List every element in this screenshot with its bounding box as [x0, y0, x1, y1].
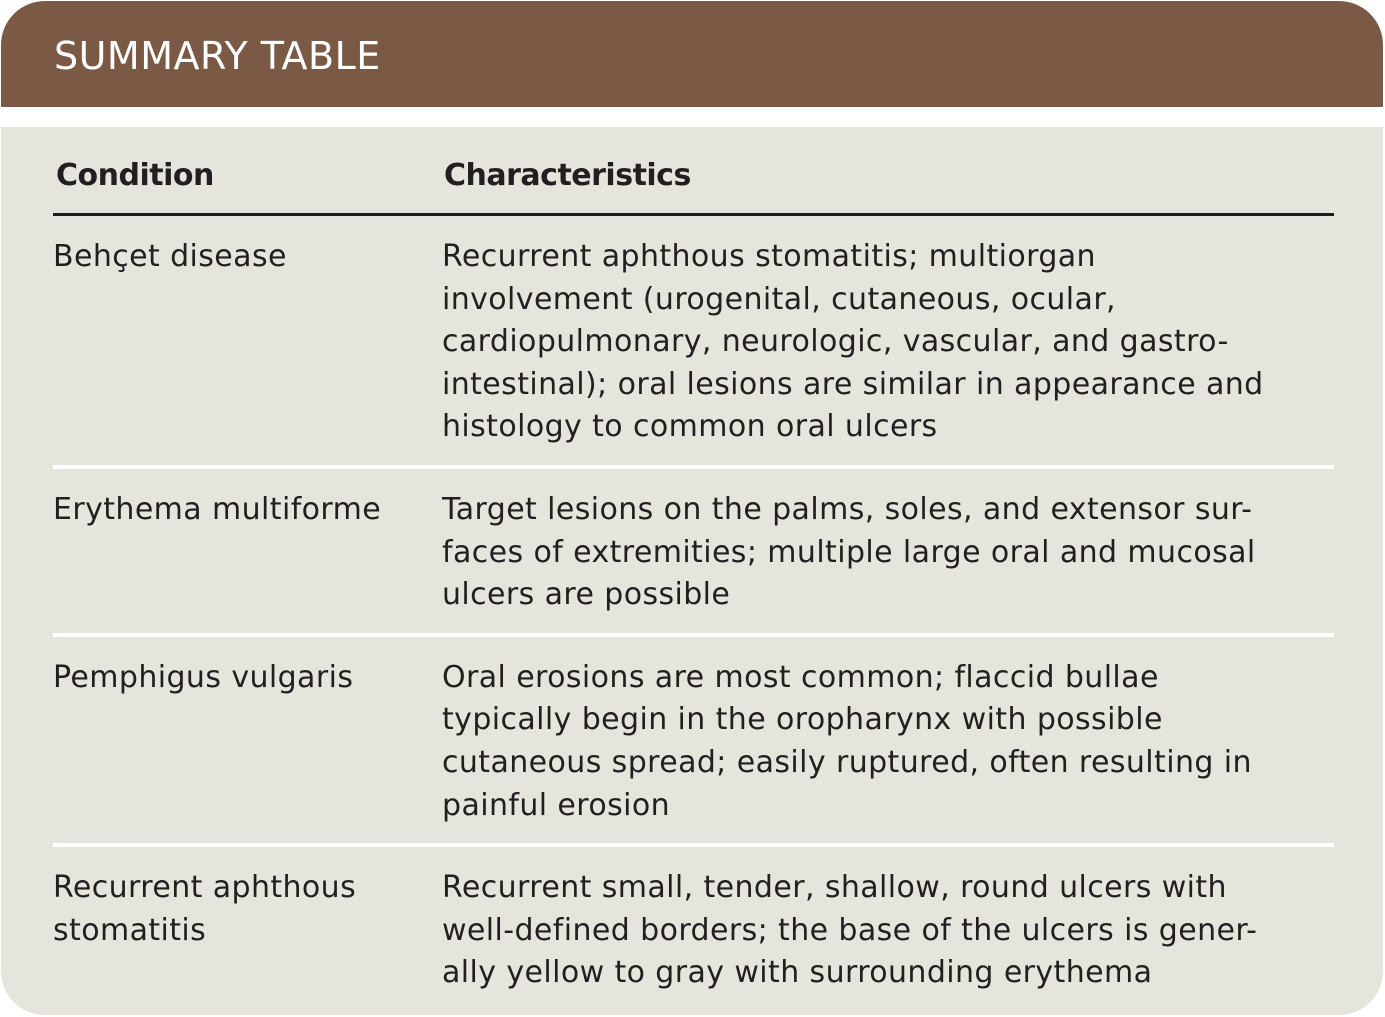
table-title: SUMMARY TABLE: [54, 34, 381, 78]
characteristics-line: typically begin in the oropharynx with possible: [442, 702, 1163, 738]
characteristics-line: ulcers are possible: [442, 577, 731, 613]
condition-text: stomatitis: [53, 912, 207, 948]
characteristics-line: intestinal); oral lesions are similar in appearance and: [442, 366, 1264, 402]
characteristics-line: involvement (urogenital, cutaneous, ocular,: [442, 281, 1116, 317]
characteristics-line: cutaneous spread; easily ruptured, often resulting in: [442, 744, 1252, 780]
characteristics-line: Recurrent small, tender, shallow, round ulcers with: [442, 870, 1227, 906]
condition-cell: [53, 657, 442, 827]
table-row: [53, 216, 1334, 469]
condition-text: Behçet disease: [53, 239, 287, 274]
characteristics-cell: [442, 489, 1334, 617]
table-row: [53, 469, 1334, 637]
characteristics-cell: [442, 657, 1334, 827]
condition-cell: [53, 867, 442, 995]
characteristics-line: painful erosion: [442, 787, 671, 823]
column-header-condition: Condition: [56, 158, 214, 193]
condition-cell: [53, 236, 442, 449]
condition-text: Recurrent aphthous: [53, 870, 357, 906]
header-divider: [1, 107, 1383, 127]
characteristics-line: histology to common oral ulcers: [442, 409, 938, 445]
table-row: [53, 847, 1334, 1011]
characteristics-line: well-defined borders; the base of the ulcers is gener-: [442, 912, 1258, 948]
condition-cell: [53, 489, 442, 617]
condition-text: Pemphigus vulgaris: [53, 659, 354, 695]
characteristics-line: ally yellow to gray with surrounding erythema: [442, 955, 1153, 991]
summary-table-card: [1, 1, 1383, 1015]
condition-text: Erythema multiforme: [53, 491, 382, 527]
characteristics-line: Recurrent aphthous stomatitis; multiorgan: [442, 239, 1096, 274]
table-row: [53, 637, 1334, 847]
characteristics-cell: [442, 236, 1334, 449]
characteristics-cell: [442, 867, 1334, 995]
table-head: [53, 127, 1334, 216]
characteristics-line: faces of extremities; multiple large oral and mucosal: [442, 534, 1256, 570]
summary-table: [53, 127, 1334, 1011]
characteristics-line: Oral erosions are most common; flaccid bullae: [442, 659, 1159, 695]
characteristics-line: cardiopulmonary, neurologic, vascular, and gastro-: [442, 324, 1229, 360]
characteristics-line: Target lesions on the palms, soles, and extensor sur-: [442, 491, 1253, 527]
column-header-characteristics: Characteristics: [444, 158, 691, 193]
table-header-bar: [1, 1, 1383, 107]
